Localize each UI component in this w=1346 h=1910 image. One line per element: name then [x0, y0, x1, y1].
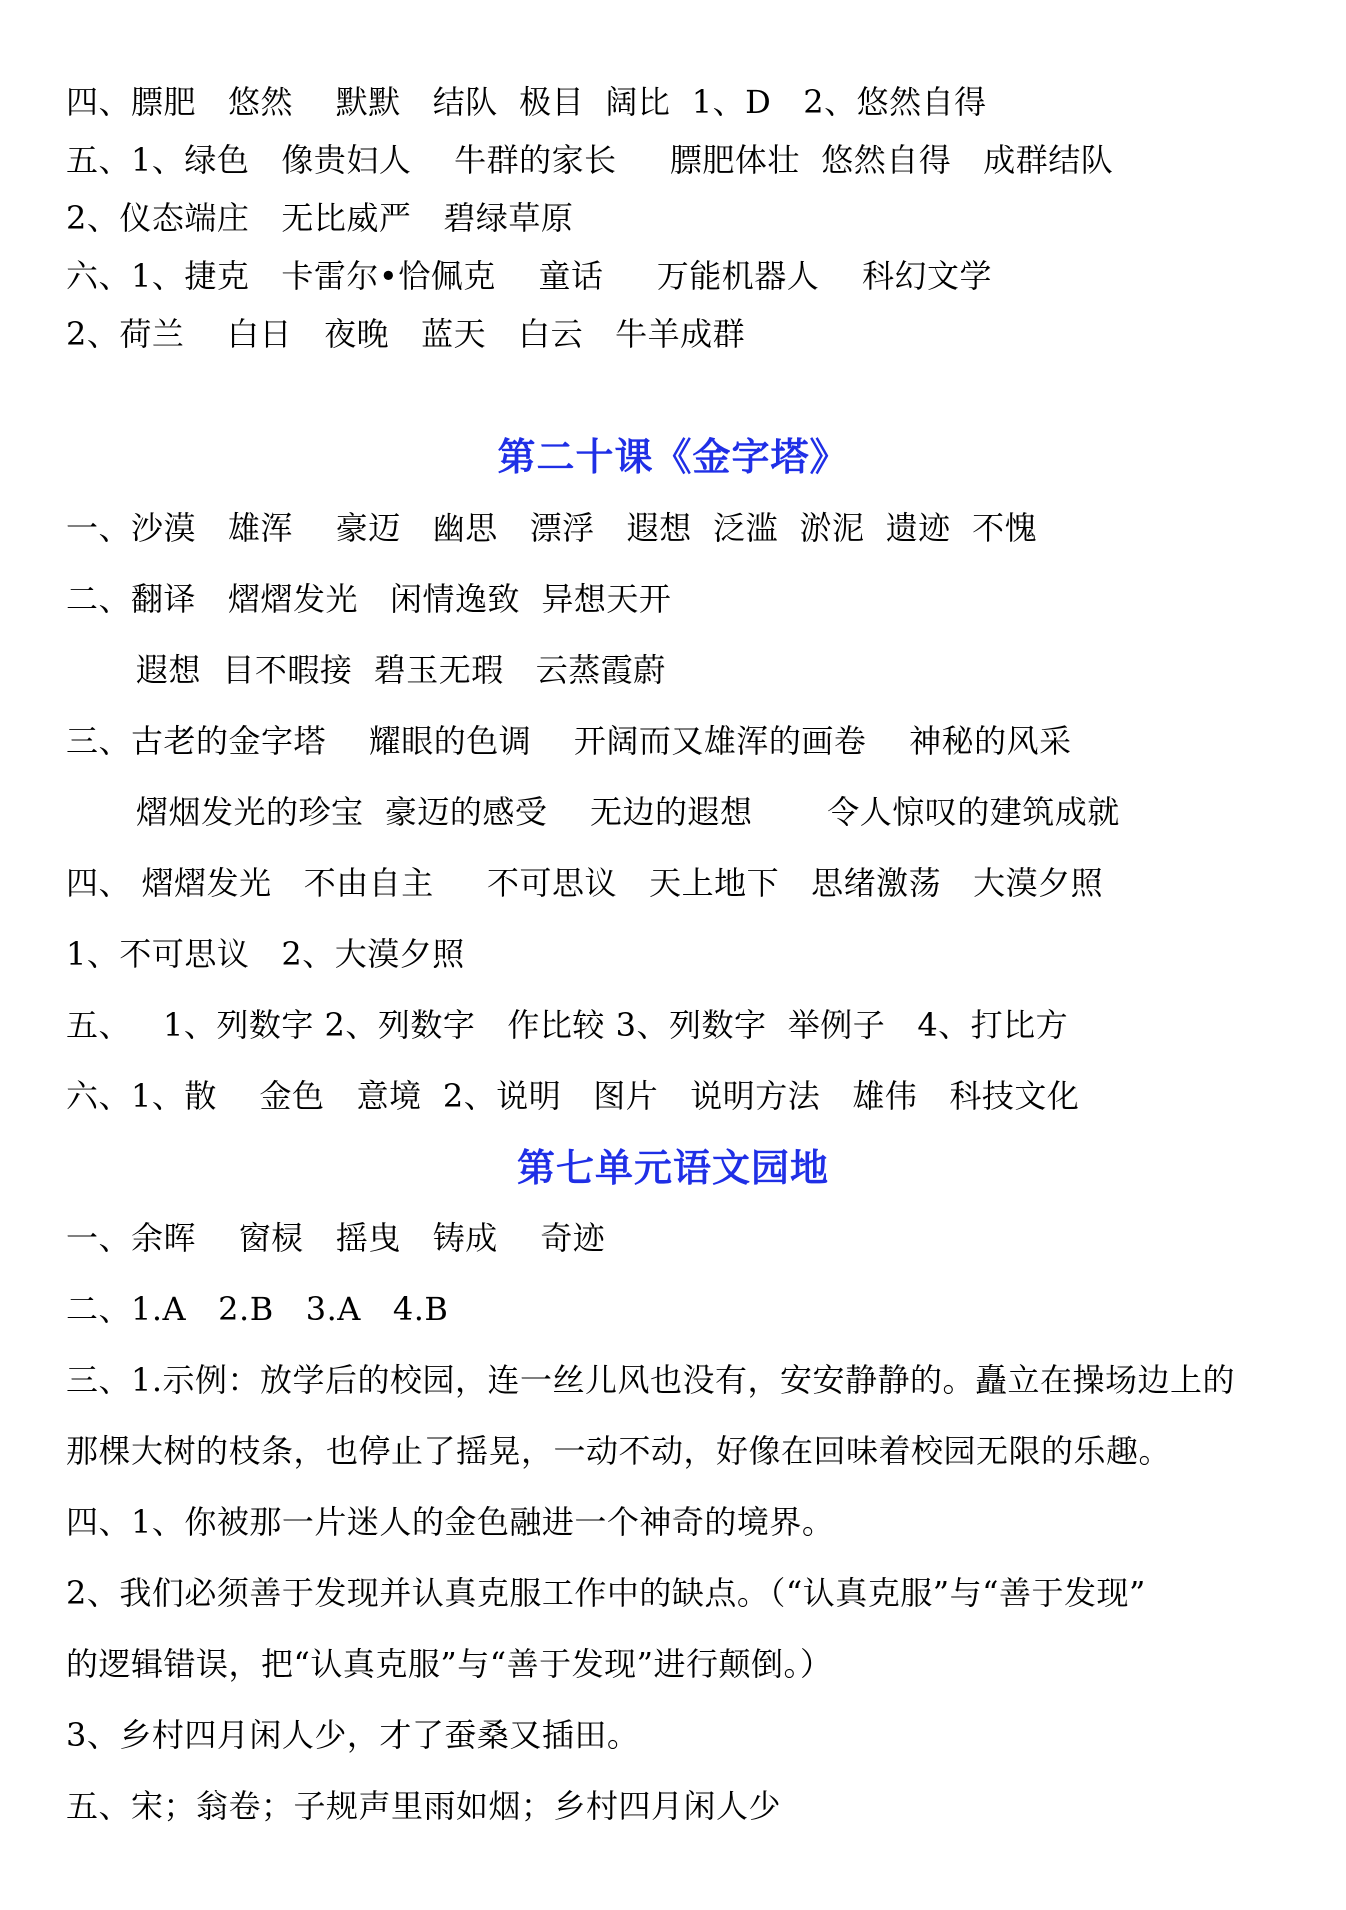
answer-line: 六、1、散 金色 意境 2、说明 图片 说明方法 雄伟 科技文化 — [66, 1077, 1080, 1115]
unit-7-title: 第七单元语文园地 — [516, 1146, 829, 1190]
answer-line: 3、乡村四月闲人少，才了蚕桑又插田。 — [66, 1716, 640, 1754]
answer-line: 的逻辑错误，把“认真克服”与“善于发现”进行颠倒。） — [66, 1645, 833, 1683]
answer-line: 2、我们必须善于发现并认真克服工作中的缺点。（“认真克服”与“善于发现” — [66, 1574, 1146, 1612]
answer-line: 1、不可思议 2、大漠夕照 — [66, 935, 465, 973]
answer-line: 五、 1、列数字 2、列数字 作比较 3、列数字 举例子 4、打比方 — [66, 1006, 1069, 1044]
answer-line: 那棵大树的枝条，也停止了摇晃，一动不动，好像在回味着校园无限的乐趣。 — [66, 1432, 1172, 1470]
answer-line: 三、古老的金字塔 耀眼的色调 开阔而又雄浑的画卷 神秘的风采 — [66, 722, 1072, 760]
answer-line: 一、余晖 窗棂 摇曳 铸成 奇迹 — [66, 1219, 606, 1257]
answer-line: 四、1、你被那一片迷人的金色融进一个神奇的境界。 — [66, 1503, 835, 1541]
answer-line: 四、膘肥 悠然 默默 结队 极目 阔比 1、D 2、悠然自得 — [66, 83, 987, 121]
answer-line: 二、翻译 熠熠发光 闲情逸致 异想天开 — [66, 580, 672, 618]
answer-line: 2、荷兰 白日 夜晚 蓝天 白云 牛羊成群 — [66, 315, 746, 353]
answer-line: 五、宋；翁卷；子规声里雨如烟；乡村四月闲人少 — [66, 1787, 782, 1825]
lesson-20-title: 第二十课《金字塔》 — [497, 435, 849, 479]
answer-line: 四、 熠熠发光 不由自主 不可思议 天上地下 思绪激荡 大漠夕照 — [66, 864, 1104, 902]
answer-line: 五、1、绿色 像贵妇人 牛群的家长 膘肥体壮 悠然自得 成群结队 — [66, 141, 1114, 179]
answer-line: 熠烟发光的珍宝 豪迈的感受 无边的遐想 令人惊叹的建筑成就 — [136, 793, 1120, 831]
answer-line: 2、仪态端庄 无比威严 碧绿草原 — [66, 199, 574, 237]
answer-line: 遐想 目不暇接 碧玉无瑕 云蒸霞蔚 — [136, 651, 666, 689]
answer-line: 二、1.A 2.B 3.A 4.B — [66, 1290, 449, 1328]
answer-line: 一、沙漠 雄浑 豪迈 幽思 漂浮 遐想 泛滥 淤泥 遗迹 不愧 — [66, 509, 1038, 547]
answer-line: 六、1、捷克 卡雷尔•恰佩克 童话 万能机器人 科幻文学 — [66, 257, 992, 295]
answer-line: 三、1.示例：放学后的校园，连一丝儿风也没有，安安静静的。矗立在操场边上的 — [66, 1361, 1236, 1399]
